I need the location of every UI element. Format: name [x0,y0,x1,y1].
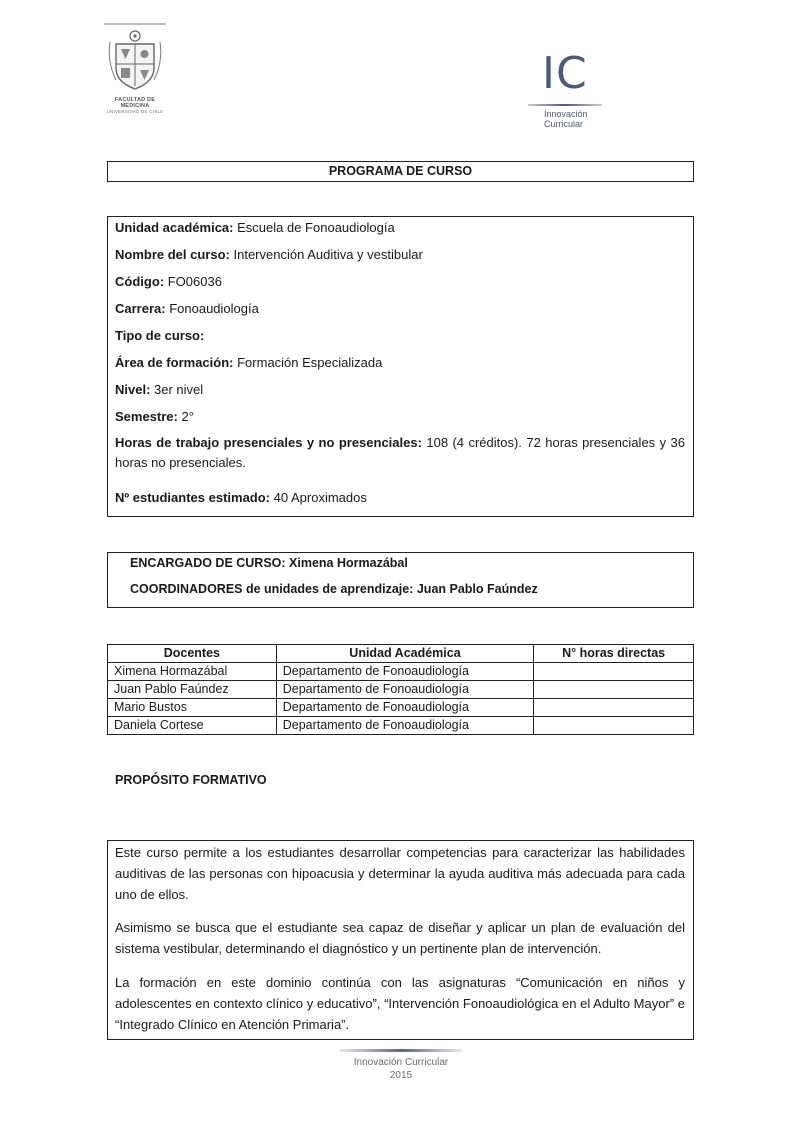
codigo-value: FO06036 [167,274,222,289]
faculty-logo-line2: UNIVERSIDAD DE CHILE [106,109,164,114]
docente-name: Ximena Hormazábal [108,663,277,681]
unidad-value: Escuela de Fonoaudiología [237,220,395,235]
docentes-table [107,644,694,735]
estudiantes-value: 40 Aproximados [273,490,367,505]
estudiantes-label: Nº estudiantes estimado: [115,490,271,505]
horas-value: 108 (4 créditos). 72 horas presenciales y 36 horas no presenciales. [115,435,685,470]
info-horas [115,433,685,473]
proposito-box [107,840,694,1040]
docente-horas [534,681,694,699]
table-row [108,663,694,681]
proposito-heading: PROPÓSITO FORMATIVO [115,773,267,787]
carrera-value: Fonoaudiología [169,301,259,316]
carrera-label: Carrera: [115,301,166,316]
footer-rule [340,1049,462,1052]
nivel-label: Nivel: [115,382,151,397]
info-estudiantes [115,488,685,508]
docente-name: Mario Bustos [108,699,277,717]
ic-logo-line1: Innovación [544,109,588,119]
docente-unidad: Departamento de Fonoaudiología [276,681,534,699]
info-unidad [115,218,685,238]
footer-line2: 2015 [389,1070,413,1081]
footer-logo [340,1049,462,1082]
docente-unidad: Departamento de Fonoaudiología [276,663,534,681]
horas-label: Horas de trabajo presenciales y no presenciales: [115,435,422,450]
info-codigo [115,272,685,292]
footer-line1: Innovación Curricular [353,1057,449,1068]
table-row [108,699,694,717]
docente-unidad: Departamento de Fonoaudiología [276,717,534,735]
page-title: PROGRAMA DE CURSO [107,161,694,182]
header-docentes: Docentes [108,645,277,663]
docente-name: Daniela Cortese [108,717,277,735]
info-area [115,353,685,373]
table-header-row [108,645,694,663]
semestre-value: 2° [181,409,194,424]
course-info-box [107,216,694,517]
info-tipo [115,326,685,346]
table-row [108,681,694,699]
codigo-label: Código: [115,274,165,289]
tipo-label: Tipo de curso: [115,328,205,343]
ic-logo [528,48,602,134]
nombre-value: Intervención Auditiva y vestibular [233,247,423,262]
header-unidad: Unidad Académica [276,645,534,663]
encargado-line: ENCARGADO DE CURSO: Ximena Hormazábal [130,556,408,570]
header-horas: N° horas directas [534,645,694,663]
info-carrera [115,299,685,319]
docente-name: Juan Pablo Faúndez [108,681,277,699]
table-row [108,717,694,735]
proposito-paragraph-1: Este curso permite a los estudiantes desarrollar competencias para caracterizar las habilidades auditivas de las personas con hipoacusia y determinar la ayuda auditiva más adecuada para cada uno de ellos. [115,845,685,902]
area-value: Formación Especializada [237,355,383,370]
info-nombre [115,245,685,265]
info-semestre [115,407,685,427]
faculty-logo [104,22,166,112]
docente-horas [534,699,694,717]
coordinadores-line: COORDINADORES de unidades de aprendizaje: Juan Pablo Faúndez [130,582,538,596]
info-nivel [115,380,685,400]
nombre-label: Nombre del curso: [115,247,230,262]
unidad-label: Unidad académica: [115,220,234,235]
ic-logo-rule [528,104,602,106]
faculty-logo-line1: FACULTAD DE MEDICINA [114,97,156,109]
docente-unidad: Departamento de Fonoaudiología [276,699,534,717]
nivel-value: 3er nivel [154,382,204,397]
semestre-label: Semestre: [115,409,178,424]
area-label: Área de formación: [115,355,234,370]
docente-horas [534,717,694,735]
proposito-paragraph-2: Asimismo se busca que el estudiante sea capaz de diseñar y aplicar un plan de evaluación del sistema vestibular, determinando el diagnóstico y un pertinente plan de intervención. [115,920,685,956]
faculty-seal-icon [104,22,166,92]
ic-logo-mark: IC [542,48,588,99]
ic-logo-line2: Curricular [544,119,584,129]
encargado-box [107,552,694,608]
proposito-paragraph-3: La formación en este dominio continúa con las asignaturas “Comunicación en niños y adolescentes en contexto clínico y educativo”, “Intervención Fonoaudiológica en el Adulto Mayor” e “Integrado Clínico en Atención Primaria”. [115,975,685,1032]
docente-horas [534,663,694,681]
